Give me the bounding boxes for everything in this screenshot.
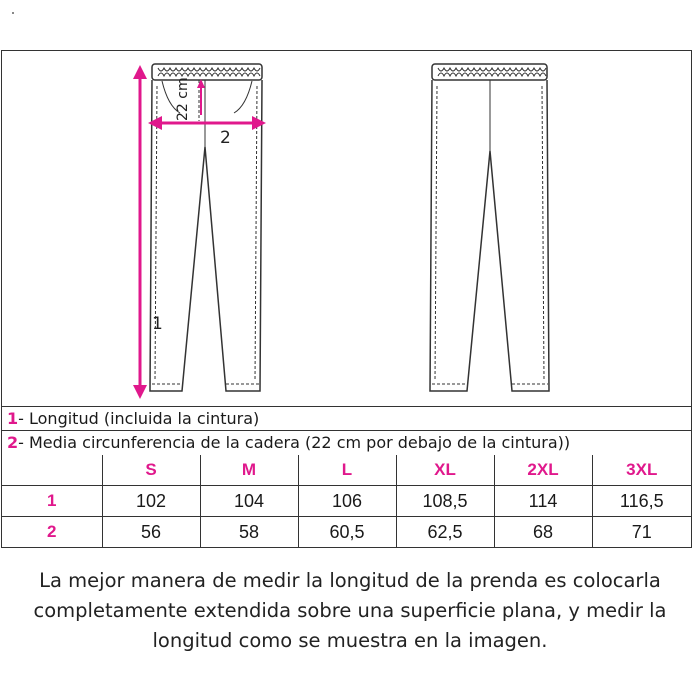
legend-item-hip (2, 430, 691, 455)
table-cell: 106 (298, 486, 396, 517)
table-row (2, 517, 691, 548)
note-line: completamente extendida sobre una superficie plana, y medir la (33, 599, 667, 622)
header-cell-size: XL (396, 455, 494, 486)
hip-width-arrow (148, 116, 266, 130)
corner-mark (12, 12, 14, 14)
table-cell: 116,5 (592, 486, 691, 517)
legend-item-length (2, 406, 691, 431)
legend-number: 2 (7, 433, 19, 452)
label-2: 2 (220, 128, 231, 148)
table-row (2, 486, 691, 517)
header-cell-size: 3XL (592, 455, 691, 486)
table-cell: 108,5 (396, 486, 494, 517)
header-cell-size: S (102, 455, 200, 486)
trousers-drawing (2, 51, 690, 406)
size-table (2, 455, 691, 547)
garment-illustration (2, 51, 690, 406)
measurement-note (0, 566, 700, 656)
table-cell: 114 (494, 486, 592, 517)
table-cell: 102 (102, 486, 200, 517)
label-1: 1 (152, 314, 163, 334)
note-line: longitud como se muestra en la imagen. (152, 629, 548, 652)
back-trousers-icon (430, 64, 549, 391)
note-line: La mejor manera de medir la longitud de la prenda es colocarla (39, 569, 661, 592)
header-cell-empty (2, 455, 102, 486)
header-cell-size: M (200, 455, 298, 486)
legend-number: 1 (7, 409, 19, 428)
length-arrow (133, 65, 147, 399)
legend-text: - Longitud (incluida la cintura) (18, 409, 260, 428)
table-cell: 71 (592, 517, 691, 548)
header-cell-size: L (298, 455, 396, 486)
table-cell: 62,5 (396, 517, 494, 548)
table-header-row (2, 455, 691, 486)
header-cell-size: 2XL (494, 455, 592, 486)
row-label: 1 (2, 486, 102, 517)
front-trousers-icon (150, 64, 262, 391)
legend-text: - Media circunferencia de la cadera (22 cm por debajo de la cintura)) (18, 433, 571, 452)
size-chart-frame (1, 50, 692, 548)
label-22cm: 22 cm (175, 77, 191, 121)
table-cell: 56 (102, 517, 200, 548)
table-cell: 104 (200, 486, 298, 517)
row-label: 2 (2, 517, 102, 548)
table-cell: 60,5 (298, 517, 396, 548)
waist-drop-arrow (197, 79, 205, 115)
table-cell: 68 (494, 517, 592, 548)
table-cell: 58 (200, 517, 298, 548)
